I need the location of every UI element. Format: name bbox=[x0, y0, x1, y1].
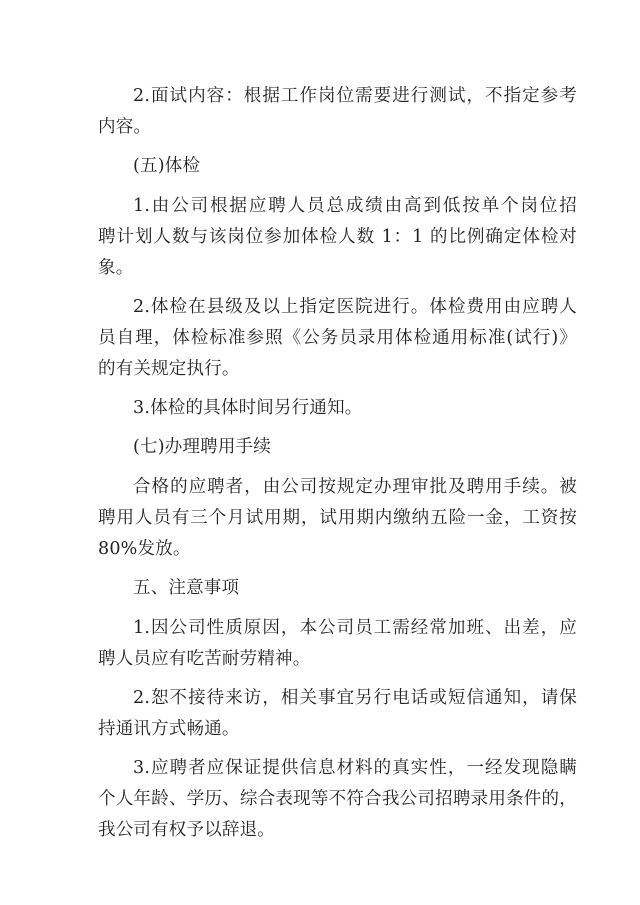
exam-item-1-line-1: 1.由公司根据应聘人员总成绩由高到低按单个岗位招 bbox=[133, 196, 577, 216]
exam-item-1-line-3: 象。 bbox=[98, 258, 134, 278]
interview-content-line-2: 内容。 bbox=[98, 117, 152, 137]
notes-item-3-line-1: 3.应聘者应保证提供信息材料的真实性，一经发现隐瞒 bbox=[133, 758, 577, 778]
exam-item-1-line-2: 聘计划人数与该岗位参加体检人数 1：1 的比例确定体检对 bbox=[98, 227, 577, 247]
exam-item-3: 3.体检的具体时间另行通知。 bbox=[133, 398, 363, 418]
notes-item-1-line-1: 1.因公司性质原因，本公司员工需经常加班、出差，应 bbox=[133, 618, 577, 638]
employment-paragraph-line-1: 合格的应聘者，由公司按规定办理审批及聘用手续。被 bbox=[133, 477, 577, 497]
exam-item-2-line-3: 的有关规定执行。 bbox=[98, 359, 240, 379]
section-heading-physical-exam: (五)体检 bbox=[133, 156, 201, 176]
notes-item-1-line-2: 聘人员应有吃苦耐劳精神。 bbox=[98, 649, 311, 669]
employment-paragraph-line-3: 80%发放。 bbox=[98, 539, 191, 559]
notes-item-2-line-1: 2.恕不接待来访，相关事宜另行电话或短信通知，请保 bbox=[133, 688, 577, 708]
notes-item-3-line-3: 我公司有权予以辞退。 bbox=[98, 820, 275, 840]
exam-item-2-line-2: 员自理，体检标准参照《公务员录用体检通用标准(试行)》 bbox=[98, 328, 577, 348]
exam-item-2-line-1: 2.体检在县级及以上指定医院进行。体检费用由应聘人 bbox=[133, 297, 577, 317]
section-heading-employment-procedures: (七)办理聘用手续 bbox=[133, 437, 271, 457]
notes-item-2-line-2: 持通讯方式畅通。 bbox=[98, 719, 240, 739]
employment-paragraph-line-2: 聘用人员有三个月试用期，试用期内缴纳五险一金，工资按 bbox=[98, 508, 577, 528]
interview-content-line-1: 2.面试内容：根据工作岗位需要进行测试，不指定参考 bbox=[133, 86, 577, 106]
section-heading-notes: 五、注意事项 bbox=[133, 578, 240, 598]
notes-item-3-line-2: 个人年龄、学历、综合表现等不符合我公司招聘录用条件的， bbox=[98, 789, 577, 809]
